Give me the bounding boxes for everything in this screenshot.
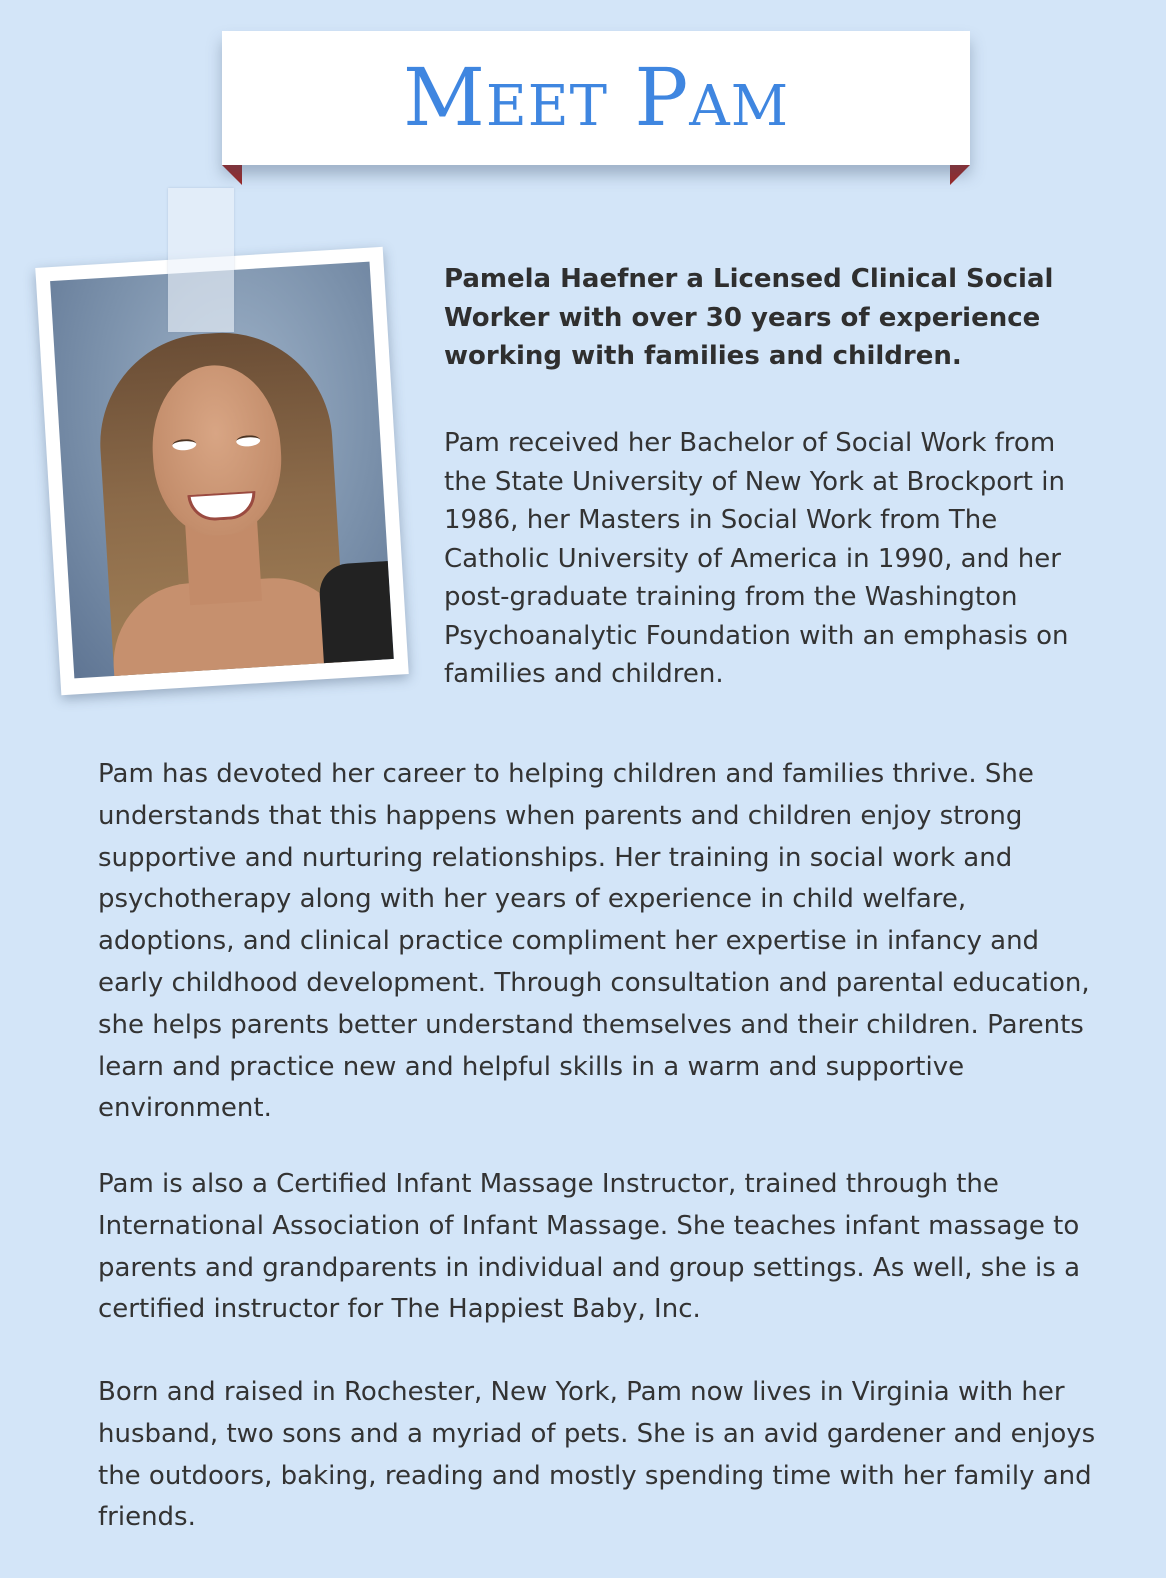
title-banner bbox=[222, 31, 970, 165]
tape-strip-icon bbox=[168, 188, 234, 332]
personal-paragraph: Born and raised in Rochester, New York, Pam now lives in Virginia with her husband, two sons and a myriad of pets. She is an avid gardener and enjoys the outdoors, baking, reading and mostly spending time with her family and friends. bbox=[98, 1377, 1096, 1533]
intro-text: Pamela Haefner a Licensed Clinical Social Worker with over 30 years of experience working with families and children. bbox=[444, 264, 1054, 371]
banner-fold-right bbox=[950, 165, 970, 185]
career-paragraph: Pam has devoted her career to helping children and families thrive. She understands that this happens when parents and children enjoy strong supportive and nurturing relationships. Her training in social work and psychotherapy along with her years of experience in child welfare, adoptions, and clinical practice compliment her expertise in infancy and early childhood development. Through consultation and parental education, she helps parents better understand themselves and their children. Parents learn and practice new and helpful skills in a warm and supportive environment. bbox=[98, 759, 1090, 1124]
massage-paragraph: Pam is also a Certified Infant Massage Instructor, trained through the International Association of Infant Massage. She teaches infant massage to parents and grandparents in individual and group settings. As well, she is a certified instructor for The Happiest Baby, Inc. bbox=[98, 1169, 1081, 1325]
banner-fold-left bbox=[222, 165, 242, 185]
page-title: Meet Pam bbox=[402, 51, 790, 144]
photo-clothing bbox=[318, 561, 394, 675]
education-paragraph: Pam received her Bachelor of Social Work from the State University of New York at Brockport in 1986, her Masters in Social Work from The Catholic University of America in 1990, and her post-graduate training from the Washington Psychoanalytic Foundation with an emphasis on families and children. bbox=[444, 428, 1069, 689]
